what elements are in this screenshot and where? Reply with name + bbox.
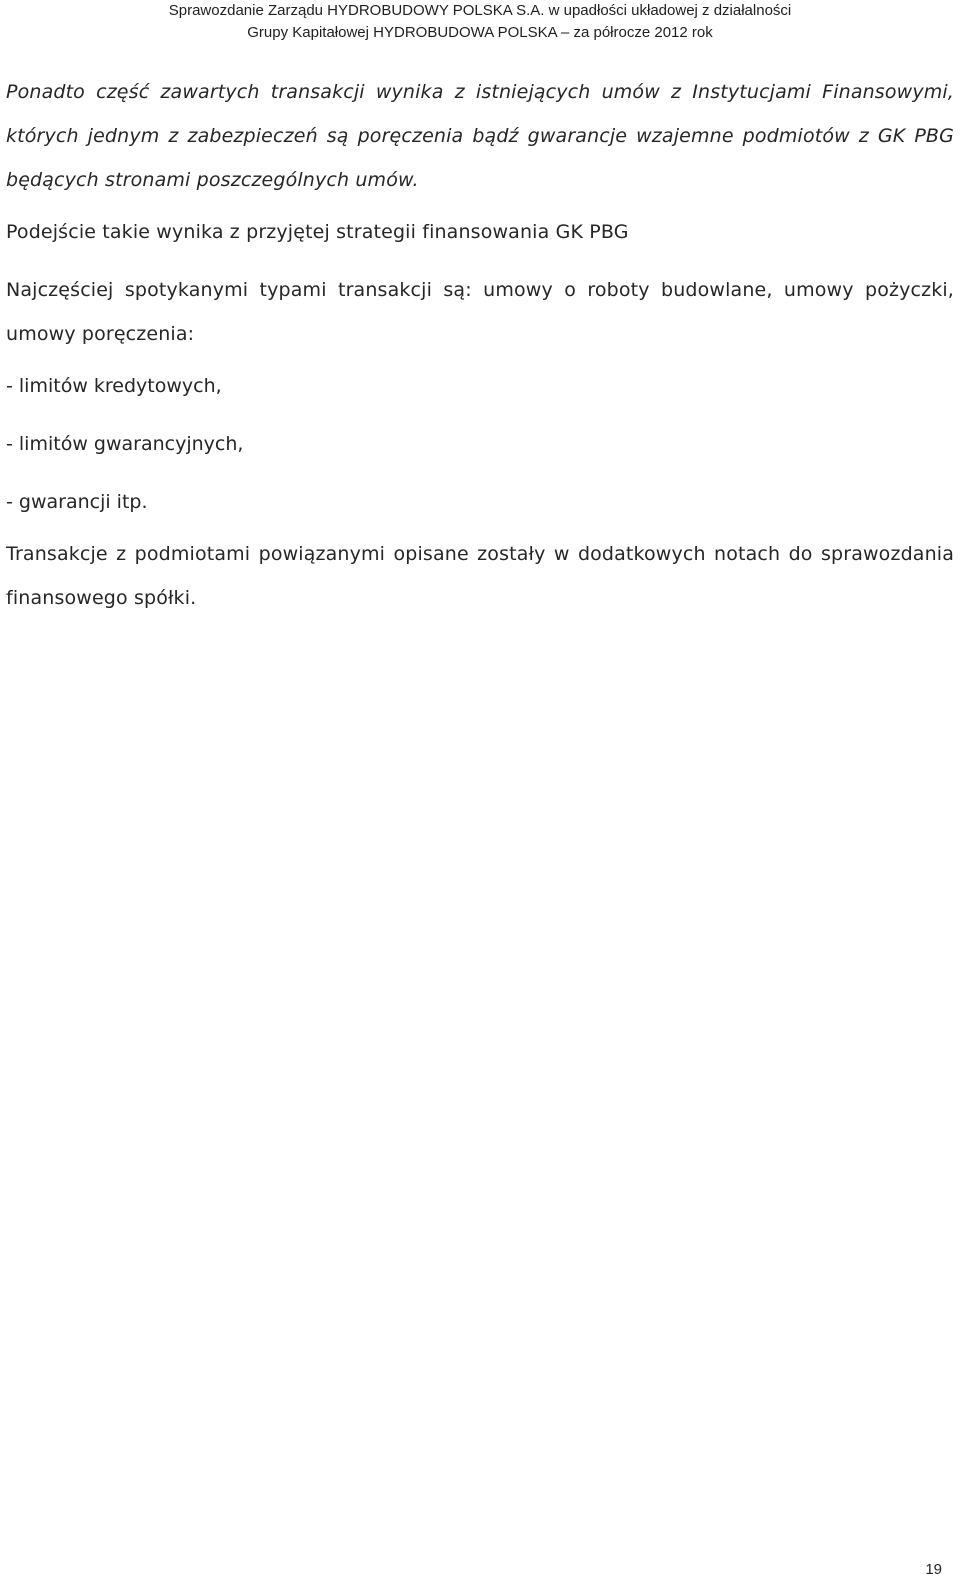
paragraph-transaction-types: Najczęściej spotykanymi typami transakcji są: umowy o roboty budowlane, umowy pożyczki, umowy poręczenia: (6, 279, 954, 345)
paragraph-guarantees: Ponadto część zawartych transakcji wynika z istniejących umów z Instytucjami Finansowymi, których jednym z zabezpieczeń są poręczenia bądź gwarancje wzajemne podmiotów z GK PBG będących stronami poszczególnych umów. (6, 81, 954, 191)
list-item-guarantees: - gwarancji itp. (6, 491, 148, 513)
header-title-line-1: Sprawozdanie Zarządu HYDROBUDOWY POLSKA S.A. w upadłości układowej z działalności (168, 2, 792, 19)
document-body (6, 70, 954, 620)
paragraph-related-parties: Transakcje z podmiotami powiązanymi opisane zostały w dodatkowych notach do sprawozdania finansowego spółki. (6, 543, 954, 609)
list-item-credit-limits: - limitów kredytowych, (6, 375, 222, 397)
page-header (0, 0, 960, 50)
list-item-guarantee-limits: - limitów gwarancyjnych, (6, 433, 244, 455)
header-title-line-2: Grupy Kapitałowej HYDROBUDOWA POLSKA – za półrocze 2012 rok (247, 24, 713, 41)
paragraph-strategy: Podejście takie wynika z przyjętej strategii finansowania GK PBG (6, 221, 629, 243)
page-number: 19 (925, 1561, 942, 1578)
